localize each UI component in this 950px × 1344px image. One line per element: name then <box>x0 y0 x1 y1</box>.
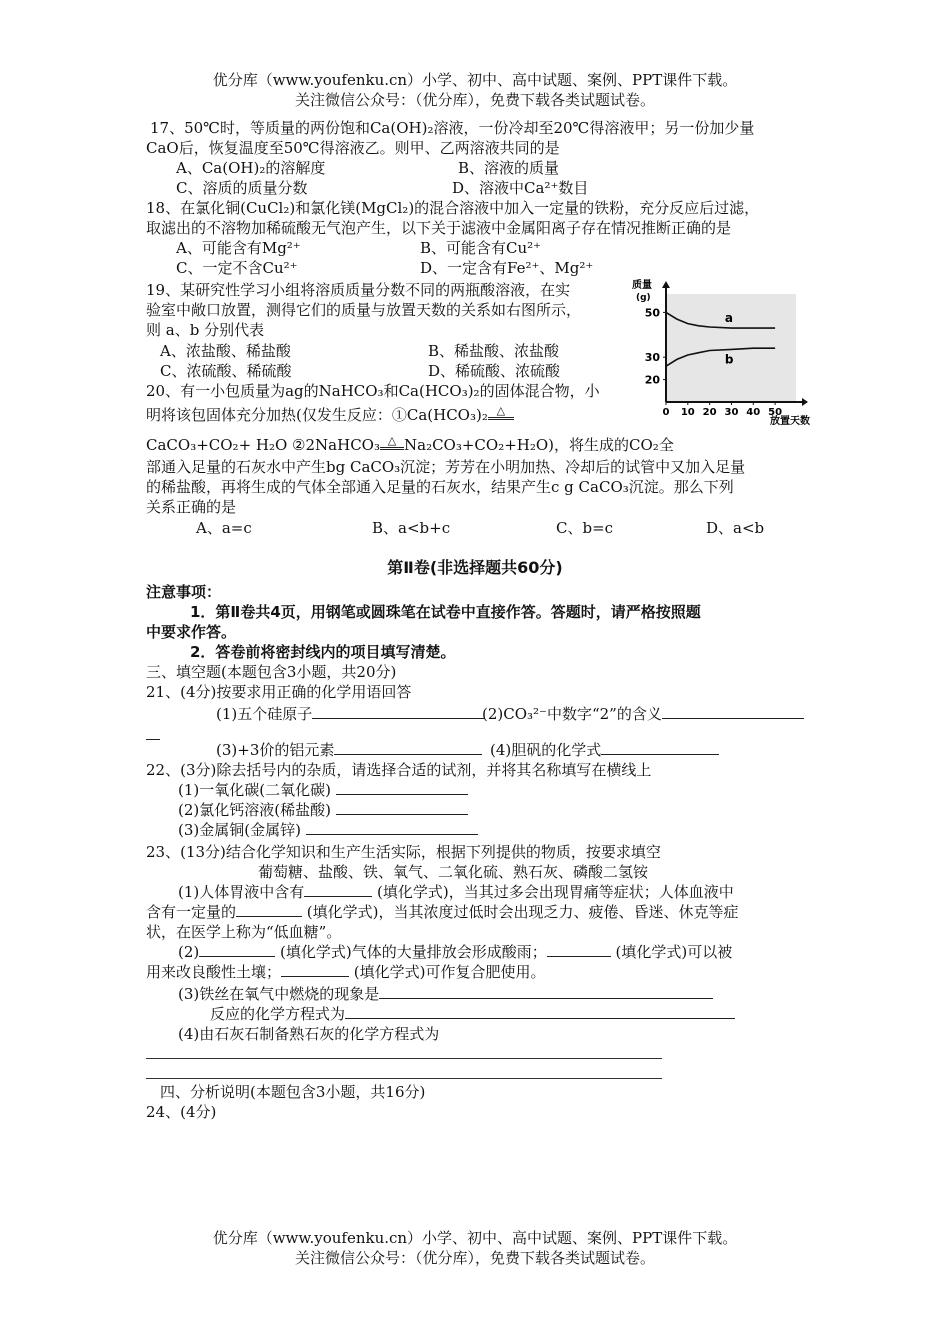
q20-option-c: C、b=c <box>556 519 614 537</box>
q23-3-label: (3)铁丝在氧气中燃烧的现象是 <box>178 985 380 1003</box>
q21-2 <box>482 704 804 724</box>
answer-blank[interactable] <box>334 740 482 755</box>
q20-line-3 <box>146 435 674 456</box>
answer-blank[interactable] <box>379 984 713 999</box>
q17-option-d: D、溶液中Ca²⁺数目 <box>452 179 589 197</box>
q18-option-a: A、可能含有Mg²⁺ <box>176 239 301 257</box>
q18-line-1: 18、在氯化铜(CuCl₂)和氯化镁(MgCl₂)的混合溶液中加入一定量的铁粉，充分反应后过滤， <box>146 199 760 217</box>
q20-line-5: 的稀盐酸，再将生成的气体全部通入足量的石灰水，结果产生c g CaCO₃沉淀。那么下列 <box>146 478 734 496</box>
heat-condition-symbol: △ <box>488 405 514 420</box>
notice-2: 2．答卷前将密封线内的项目填写清楚。 <box>190 643 456 661</box>
answer-blank[interactable] <box>304 882 372 897</box>
x-tick-label: 0 <box>662 407 670 418</box>
x-axis-arrow <box>802 398 808 406</box>
q23-2-line-2 <box>146 962 546 982</box>
q23-2c: (填化学式)可以被 <box>615 943 733 961</box>
q20-line-1: 20、有一小包质量为ag的NaHCO₃和Ca(HCO₃)₂的固体混合物，小 <box>146 382 600 400</box>
q21-1 <box>216 704 484 724</box>
answer-blank[interactable] <box>601 740 719 755</box>
q22-3-label: (3)金属铜(金属锌) <box>178 821 301 839</box>
q23-2b: (填化学式)气体的大量排放会形成酸雨； <box>280 943 547 961</box>
section-2-title: 第Ⅱ卷(非选择题共60分) <box>387 558 563 577</box>
q23-1-line-3: 状，在医学上称为“低血糖”。 <box>146 923 342 941</box>
answer-blank[interactable] <box>336 800 468 815</box>
q23-1-line-2 <box>146 902 739 922</box>
q17-option-c: C、溶质的质量分数 <box>176 179 308 197</box>
q21-2-continuation <box>146 725 160 745</box>
q17-option-a: A、Ca(OH)₂的溶解度 <box>176 159 326 177</box>
q20-line-6: 关系正确的是 <box>146 498 237 516</box>
answer-blank[interactable] <box>662 704 804 719</box>
q22-stem: 22、(3分)除去括号内的杂质，请选择合适的试剂，并将其名称填写在横线上 <box>146 761 652 779</box>
part4-title: 四、分析说明(本题包含3小题，共16分) <box>160 1083 426 1101</box>
x-tick-label: 30 <box>724 407 739 418</box>
q23-stem: 23、(13分)结合化学知识和生产生活实际，根据下列提供的物质，按要求填空 <box>146 843 661 861</box>
q20-line-4: 部通入足量的石灰水中产生bg CaCO₃沉淀；芳芳在小明加热、冷却后的试管中又加入足量 <box>146 458 746 476</box>
q23-substances: 葡萄糖、盐酸、铁、氧气、二氧化硫、熟石灰、磷酸二氢铵 <box>258 863 649 881</box>
notice-1b: 中要求作答。 <box>146 623 237 641</box>
q22-2 <box>178 800 468 820</box>
q17-line-2: CaO后，恢复温度至50℃得溶液乙。则甲、乙两溶液共同的是 <box>146 139 560 157</box>
q17-line-1: 17、50℃时，等质量的两份饱和Ca(OH)₂溶液，一份冷却至20℃得溶液甲；另一份加少量 <box>150 119 755 137</box>
q18-option-c: C、一定不含Cu²⁺ <box>176 259 298 277</box>
x-tick-label: 50 <box>768 407 783 418</box>
q19-line-3: 则 a、b 分别代表 <box>146 321 265 339</box>
heat-condition-symbol-2: △ <box>380 435 404 450</box>
answer-blank[interactable] <box>236 902 302 917</box>
answer-blank[interactable] <box>312 704 484 719</box>
x-tick-label: 20 <box>702 407 717 418</box>
answer-blank[interactable] <box>281 962 349 977</box>
q23-2-line-1 <box>178 942 732 962</box>
q22-3 <box>178 820 478 840</box>
q22-1 <box>178 780 468 800</box>
q21-4-label: (4)胆矾的化学式 <box>490 741 602 759</box>
q18-option-d: D、一定含有Fe²⁺、Mg²⁺ <box>420 259 594 277</box>
q23-1-line-1 <box>178 882 734 902</box>
y-axis-label: 质量 <box>632 280 652 291</box>
q19-option-d: D、稀硫酸、浓硫酸 <box>428 362 561 380</box>
q20-option-d: D、a<b <box>706 519 765 537</box>
q21-2-label: (2)CO₃²⁻中数字“2”的含义 <box>482 705 662 723</box>
q19-line-1: 19、某研究性学习小组将溶质质量分数不同的两瓶酸溶液，在实 <box>146 281 571 299</box>
q24-stem: 24、(4分) <box>146 1103 217 1121</box>
x-tick-label: 10 <box>680 407 695 418</box>
q23-4: (4)由石灰石制备熟石灰的化学方程式为 <box>178 1025 440 1043</box>
mass-vs-days-chart <box>626 276 816 426</box>
q21-3-label: (3)+3价的铝元素 <box>216 741 335 759</box>
y-tick-label: 20 <box>644 373 660 387</box>
q23-1d: (填化学式)，当其浓度过低时会出现乏力、疲倦、昏迷、休克等症 <box>306 903 739 921</box>
q21-4 <box>490 740 719 760</box>
q23-3-line-2 <box>210 1004 735 1024</box>
x-axis-label: 放置天数 <box>770 416 810 426</box>
answer-blank[interactable] <box>306 820 478 835</box>
header-line-1: 优分库（www.youfenku.cn）小学、初中、高中试题、案例、PPT课件下载。 <box>212 71 738 89</box>
notice-heading: 注意事项： <box>146 583 222 601</box>
q21-stem: 21、(4分)按要求用正确的化学用语回答 <box>146 683 412 701</box>
q22-1-label: (1)一氧化碳(二氧化碳) <box>178 781 331 799</box>
q21-3 <box>216 740 482 760</box>
header-line-2: 关注微信公众号：（优分库），免费下载各类试题试卷。 <box>294 91 655 109</box>
q20-line-3a: CaCO₃+CO₂+ H₂O ②2NaHCO₃ <box>146 436 380 454</box>
q23-2e: (填化学式)可作复合肥使用。 <box>353 963 546 981</box>
q23-1c: 含有一定量的 <box>146 903 237 921</box>
q23-1a: (1)人体胃液中含有 <box>178 883 305 901</box>
series-label-b: b <box>724 352 734 367</box>
answer-blank[interactable] <box>199 942 275 957</box>
q20-option-a: A、a=c <box>196 519 252 537</box>
q20-line-3b: Na₂CO₃+CO₂+H₂O)，将生成的CO₂全 <box>404 436 674 454</box>
q20-line-2-text: 明将该包固体充分加热(仅发生反应：①Ca(HCO₃)₂ <box>146 406 488 424</box>
q19-line-2: 验室中敞口放置，测得它们的质量与放置天数的关系如右图所示， <box>146 301 582 319</box>
x-tick-label: 40 <box>746 407 761 418</box>
q17-option-b: B、溶液的质量 <box>458 159 560 177</box>
y-axis-unit: (g) <box>636 293 651 303</box>
part3-title: 三、填空题(本题包含3小题，共20分) <box>146 663 397 681</box>
q23-1b: (填化学式)，当其过多会出现胃痛等症状；人体血液中 <box>377 883 734 901</box>
series-label-a: a <box>724 311 734 326</box>
answer-line[interactable] <box>146 1078 662 1079</box>
answer-blank[interactable] <box>345 1004 735 1019</box>
q18-option-b: B、可能含有Cu²⁺ <box>420 239 542 257</box>
y-axis-arrow <box>662 281 670 288</box>
q18-line-2: 取滤出的不溶物加稀硫酸无气泡产生，以下关于滤液中金属阳离子存在情况推断正确的是 <box>146 219 732 237</box>
q20-option-b: B、a<b+c <box>372 519 451 537</box>
q20-line-2 <box>146 405 514 426</box>
q23-2d: 用来改良酸性土壤； <box>146 963 282 981</box>
y-tick-label: 30 <box>644 351 660 365</box>
q21-1-label: (1)五个硅原子 <box>216 705 313 723</box>
q19-option-b: B、稀盐酸、浓盐酸 <box>428 342 560 360</box>
footer-line-2: 关注微信公众号：（优分库），免费下载各类试题试卷。 <box>294 1249 655 1267</box>
answer-blank[interactable] <box>547 942 611 957</box>
answer-line[interactable] <box>146 1058 662 1059</box>
q23-3-line-1 <box>178 984 713 1004</box>
y-tick-label: 50 <box>644 306 660 320</box>
answer-blank[interactable] <box>146 725 160 740</box>
q19-option-a: A、浓盐酸、稀盐酸 <box>160 342 291 360</box>
q23-3b-label: 反应的化学方程式为 <box>210 1005 346 1023</box>
answer-blank[interactable] <box>336 780 468 795</box>
footer-line-1: 优分库（www.youfenku.cn）小学、初中、高中试题、案例、PPT课件下载。 <box>212 1229 738 1247</box>
q22-2-label: (2)氯化钙溶液(稀盐酸) <box>178 801 331 819</box>
notice-1a: 1．第Ⅱ卷共4页，用钢笔或圆珠笔在试卷中直接作答。答题时，请严格按照题 <box>190 603 701 621</box>
q23-2a: (2) <box>178 943 200 961</box>
q19-option-c: C、浓硫酸、稀硫酸 <box>160 362 292 380</box>
